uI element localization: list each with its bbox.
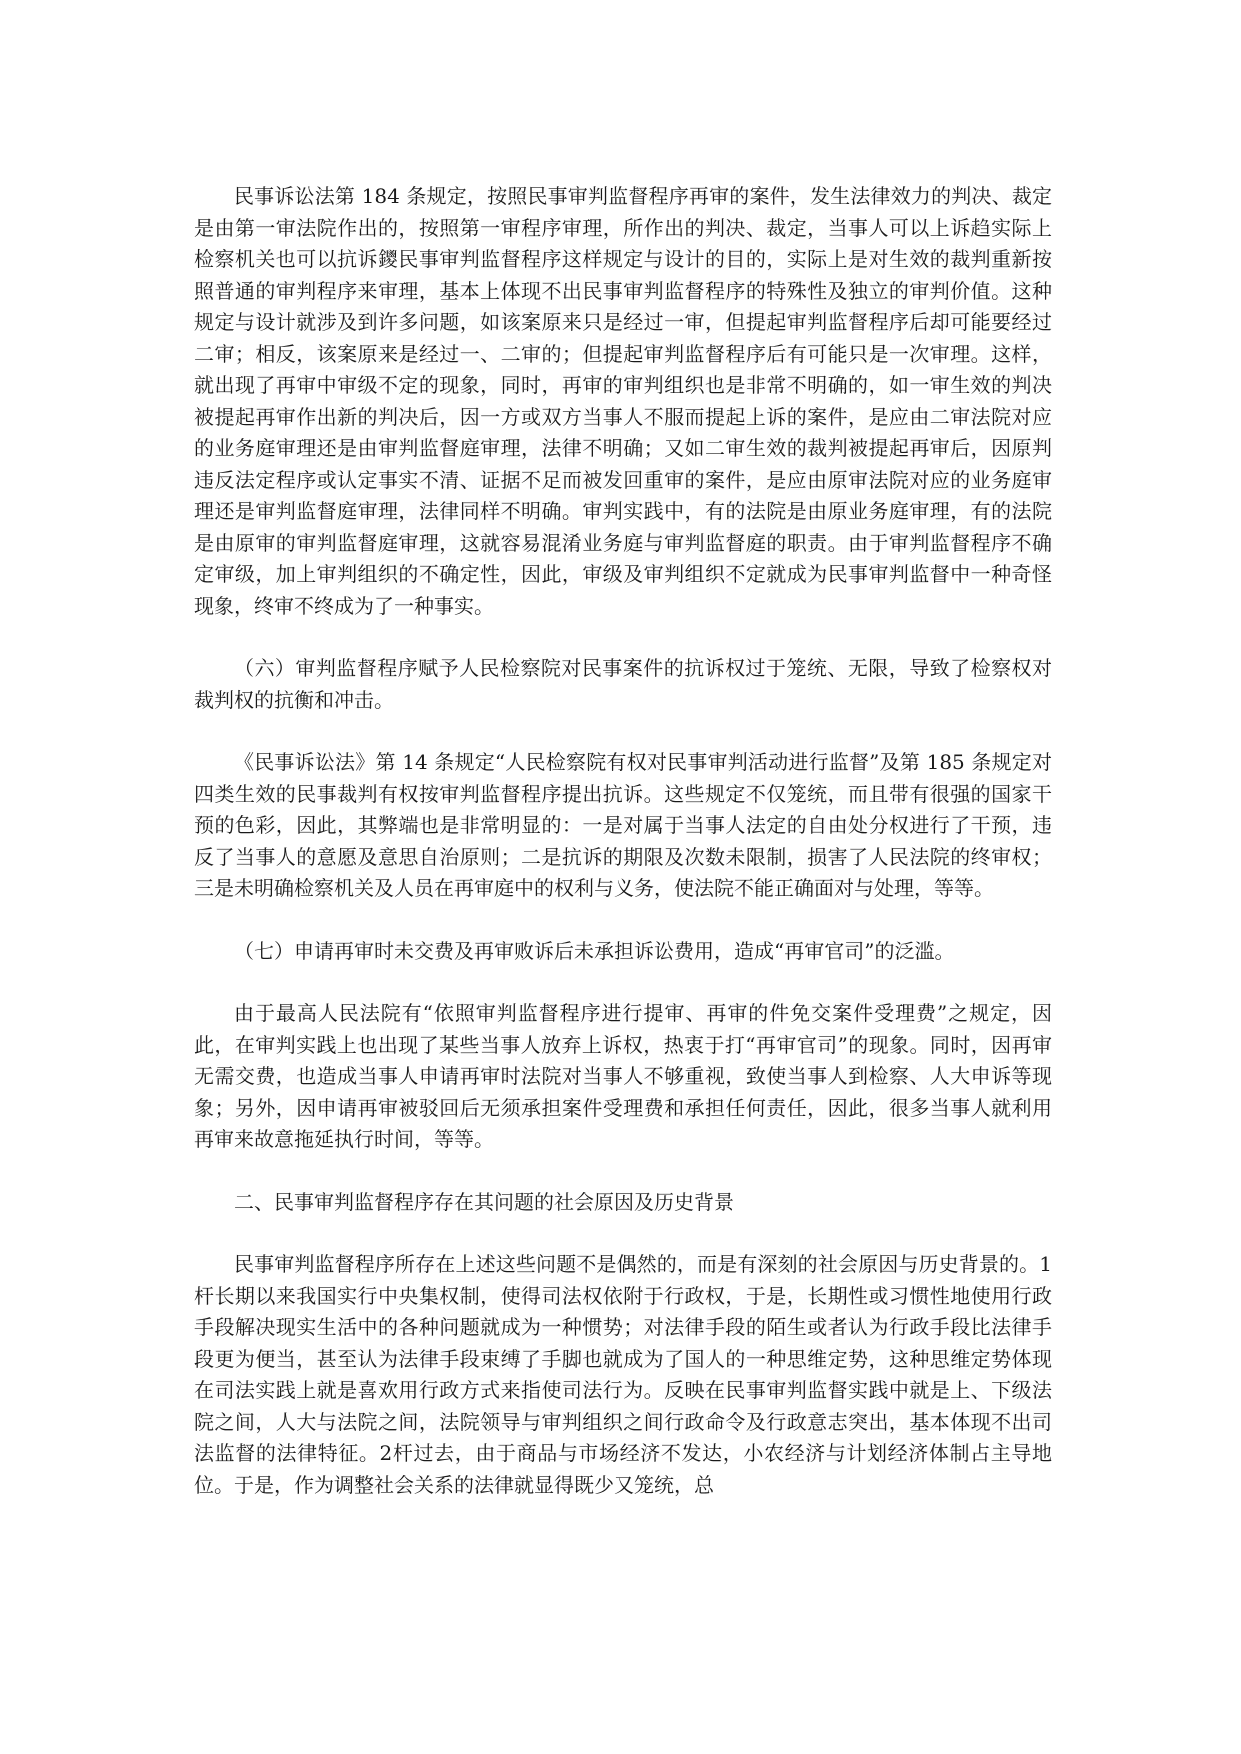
paragraph-gap	[194, 622, 1052, 653]
section-heading-7: （七）申请再审时未交费及再审败诉后未承担诉讼费用，造成“再审官司”的泛滥。	[234, 938, 955, 963]
body-paragraph: 民事审判监督程序所存在上述这些问题不是偶然的，而是有深刻的社会原因与历史背景的。1杆长期以来我国实行中央集权制，使得司法权依附于行政权，于是，长期性或习惯性地使用行政手段解决现实生活中的各种问题就成为一种惯势；对法律手段的陌生或者认为行政手段比法律手段更为便当，甚至认为法律手段束缚了手脚也就成为了国人的一种思维定势，这种思维定势体现在司法实践上就是喜欢用行政方式来指使司法行为。反映在民事审判监督实践中就是上、下级法院之间，人大与法院之间，法院领导与审判组织之间行政命令及行政意志突出，基本体现不出司法监督的法律特征。2杆过去，由于商品与市场经济不发达，小农经济与计划经济体制占主导地位。于是，作为调整社会关系的法律就显得既少又笼统，总	[194, 1252, 1052, 1497]
paragraph-gap	[194, 905, 1052, 936]
body-paragraph: 由于最高人民法院有“依照审判监督程序进行提审、再审的件免交案件受理费”之规定，因此，在审判实践上也出现了某些当事人放弃上诉权，热衷于打“再审官司”的现象。同时，因再审无需交费，也造成当事人申请再审时法院对当事人不够重视，致使当事人到检察、人大申诉等现象；另外，因申请再审被驳回后无须承担案件受理费和承担任何责任，因此，很多当事人就利用再审来故意拖延执行时间，等等。	[194, 1001, 1052, 1151]
section-heading-6: （六）审判监督程序赋予人民检察院对民事案件的抗诉权过于笼统、无限，导致了检察权对裁判权的抗衡和冲击。	[194, 656, 1052, 712]
body-paragraph: 民事诉讼法第 184 条规定，按照民事审判监督程序再审的案件，发生法律效力的判决、裁定是由第一审法院作出的，按照第一审程序审理，所作出的判决、裁定，当事人可以上诉趋实际上检察机关也可以抗诉鑁民事审判监督程序这样规定与设计的目的，实际上是对生效的裁判重新按照普通的审判程序来审理，基本上体现不出民事审判监督程序的特殊性及独立的审判价值。这种规定与设计就涉及到许多问题，如该案原来只是经过一审，但提起审判监督程序后却可能要经过二审；相反，该案原来是经过一、二审的；但提起审判监督程序后有可能只是一次审理。这样，就出现了再审中审级不定的现象，同时，再审的审判组织也是非常不明确的，如一审生效的判决被提起再审作出新的判决后，因一方或双方当事人不服而提起上诉的案件，是应由二审法院对应的业务庭审理还是由审判监督庭审理，法律不明确；又如二审生效的裁判被提起再审后，因原判违反法定程序或认定事实不清、证据不足而被发回重审的案件，是应由原审法院对应的业务庭审理还是审判监督庭审理，法律同样不明确。审判实践中，有的法院是由原业务庭审理，有的法院是由原审的审判监督庭审理，这就容易混淆业务庭与审判监督庭的职责。由于审判监督程序不确定审级，加上审判组织的不确定性，因此，审级及审判组织不定就成为民事审判监督中一种奇怪现象，终审不终成为了一种事实。	[194, 184, 1052, 618]
paragraph-gap	[194, 1218, 1052, 1249]
body-paragraph: 《民事诉讼法》第 14 条规定“人民检察院有权对民事审判活动进行监督”及第 185 条规定对四类生效的民事裁判有权按审判监督程序提出抗诉。这些规定不仅笼统，而且带有很强的国家干预的色彩，因此，其弊端也是非常明显的：一是对属于当事人法定的自由处分权进行了干预，违反了当事人的意愿及意思自治原则；二是抗诉的期限及次数未限制，损害了人民法院的终审权；三是未明确检察机关及人员在再审庭中的权利与义务，使法院不能正确面对与处理，等等。	[194, 750, 1052, 900]
paragraph-gap	[194, 967, 1052, 998]
paragraph-gap	[194, 1156, 1052, 1187]
chapter-heading-2: 二、民事审判监督程序存在其问题的社会原因及历史背景	[234, 1189, 734, 1214]
document-body	[194, 181, 1052, 1501]
paragraph-gap	[194, 716, 1052, 747]
